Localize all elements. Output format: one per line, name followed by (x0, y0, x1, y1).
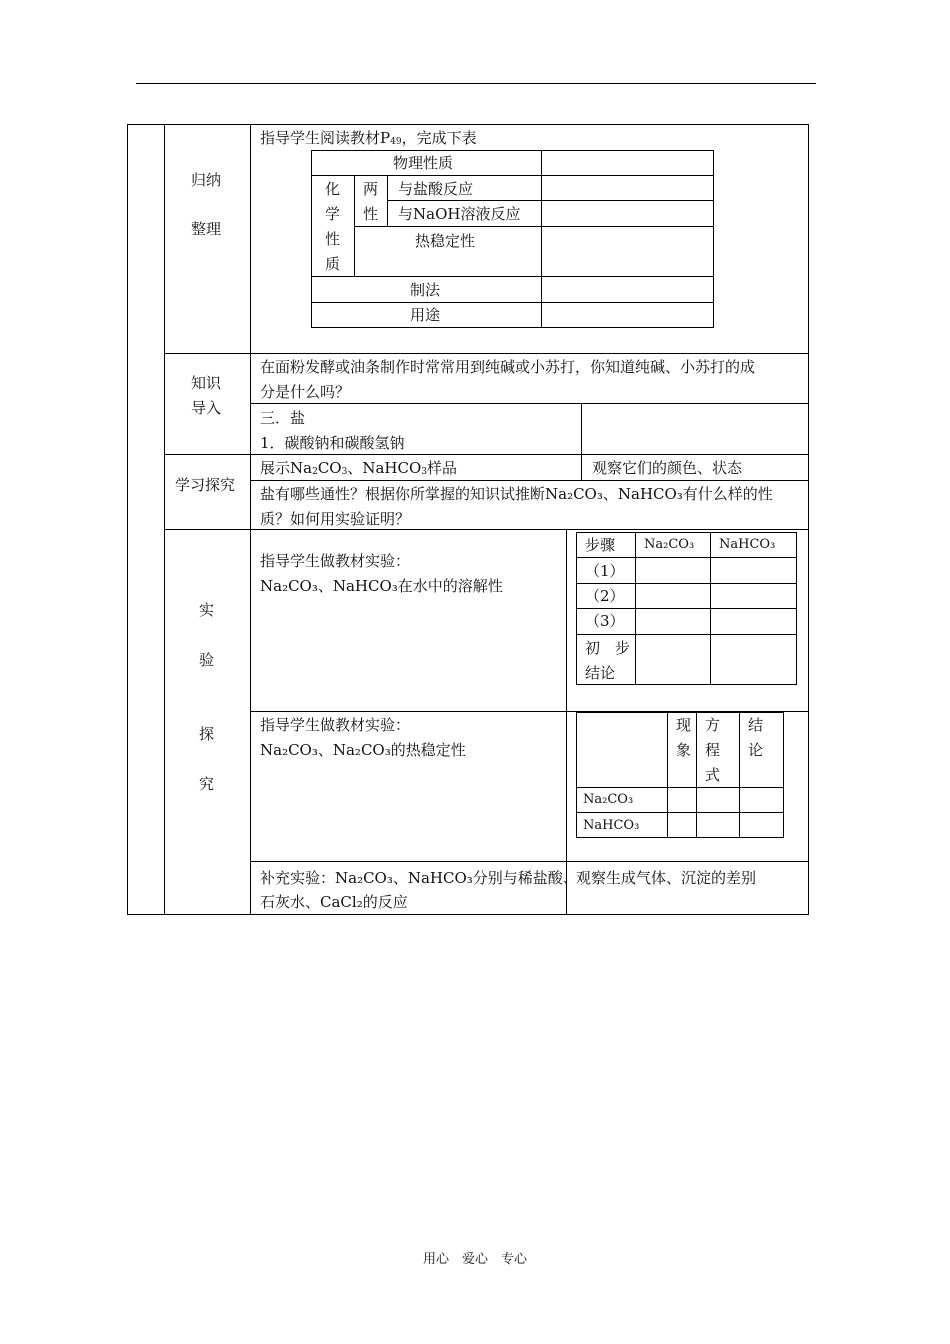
pt-chem-2: 学 (325, 205, 341, 223)
st-row-3: （3） (585, 612, 625, 630)
st-hline (576, 557, 797, 558)
label-zhishi-1: 知识 (191, 374, 222, 392)
pt-hline (311, 302, 714, 303)
tt-row-na2co3: Na₂CO₃ (583, 792, 634, 807)
page-footer: 用心 爱心 专心 (422, 1252, 527, 1267)
xuexi-observe: 观察它们的颜色、状态 (592, 459, 743, 477)
pt-physical: 物理性质 (393, 154, 454, 172)
pt-hline (354, 226, 714, 227)
shiyan1-desc: Na₂CO₃、NaHCO₃在水中的溶解性 (260, 577, 503, 595)
label-xuexi: 学习探究 (175, 476, 236, 494)
cell-divider (581, 403, 582, 480)
st-header-nahco3: NaHCO₃ (719, 537, 776, 552)
xuexi-question-1: 盐有哪些通性？根据你所掌握的知识试推断Na₂CO₃、NaHCO₃有什么样的性 (260, 485, 773, 503)
pt-vline (354, 175, 355, 276)
tt-conclusion-2: 论 (748, 741, 764, 759)
shiyan1-title: 指导学生做教材实验： (260, 552, 411, 570)
pt-chem-3: 性 (325, 230, 341, 248)
pt-use: 用途 (410, 306, 441, 324)
label-guina-1: 归纳 (191, 171, 222, 189)
st-row-1: （1） (585, 562, 625, 580)
cell-divider (566, 529, 567, 915)
shiyan2-desc: Na₂CO₃、Na₂CO₃的热稳定性 (260, 741, 466, 759)
tt-equation-3: 式 (705, 766, 721, 784)
zhishi-question-1: 在面粉发酵或油条制作时常常用到纯碱或小苏打，你知道纯碱、小苏打的成 (260, 358, 756, 376)
pt-preparation: 制法 (410, 281, 441, 299)
pt-amph-1: 两 (363, 180, 379, 198)
shiyan3-line-2: 石灰水、CaCl₂的反应 (260, 893, 408, 911)
st-conclusion-1: 初 步 (585, 639, 631, 657)
tt-phenomenon-2: 象 (676, 741, 692, 759)
tt-equation-1: 方 (705, 716, 721, 734)
pt-hline (311, 276, 714, 277)
st-hline (576, 634, 797, 635)
label-zhishi-2: 导入 (191, 399, 222, 417)
pt-naoh: 与NaOH溶液反应 (398, 205, 521, 223)
label-shiyan-1: 实 (199, 601, 215, 619)
tt-row-nahco3: NaHCO₃ (583, 818, 640, 833)
tt-vline (739, 712, 740, 838)
pt-hline (311, 175, 714, 176)
row-divider (250, 861, 809, 862)
tt-hline (576, 812, 784, 813)
row-divider (164, 353, 809, 354)
tt-vline (667, 712, 668, 838)
col-divider-1 (164, 124, 165, 915)
zhishi-question-2: 分是什么吗？ (260, 383, 351, 401)
zhishi-heading-2: 1．碳酸钠和碳酸氢钠 (260, 434, 405, 452)
guina-instruction: 指导学生阅读教材$P_{49}$，完成下表 (260, 129, 477, 147)
st-header-na2co3: Na₂CO₃ (644, 537, 695, 552)
st-conclusion-2: 结论 (585, 664, 616, 682)
tt-vline (696, 712, 697, 838)
pt-chem-4: 质 (325, 255, 341, 273)
st-row-2: （2） (585, 587, 625, 605)
shiyan3-line-1: 补充实验：Na₂CO₃、NaHCO₃分别与稀盐酸、 (260, 869, 578, 887)
label-shiyan-4: 究 (199, 775, 215, 793)
header-rule (136, 83, 816, 84)
col-divider-2 (250, 124, 251, 915)
tt-conclusion-1: 结 (748, 716, 764, 734)
label-shiyan-2: 验 (199, 651, 215, 669)
shiyan2-title: 指导学生做教材实验： (260, 716, 411, 734)
pt-vline (387, 175, 388, 226)
zhishi-heading-1: 三．盐 (260, 409, 306, 427)
shiyan3-observe: 观察生成气体、沉淀的差别 (576, 869, 757, 887)
label-guina-2: 整理 (191, 220, 222, 238)
tt-phenomenon-1: 现 (676, 716, 692, 734)
row-divider (250, 480, 809, 481)
st-header-step: 步骤 (585, 536, 616, 554)
xuexi-show: 展示$Na_2CO_3$、NaHCO$_3$样品 (260, 459, 458, 477)
label-shiyan-3: 探 (199, 725, 215, 743)
pt-thermal: 热稳定性 (415, 232, 476, 250)
tt-equation-2: 程 (705, 741, 721, 759)
pt-chem-1: 化 (325, 180, 341, 198)
pt-amph-2: 性 (363, 205, 379, 223)
xuexi-question-2: 质？如何用实验证明？ (260, 510, 411, 528)
pt-hcl: 与盐酸反应 (398, 180, 474, 198)
